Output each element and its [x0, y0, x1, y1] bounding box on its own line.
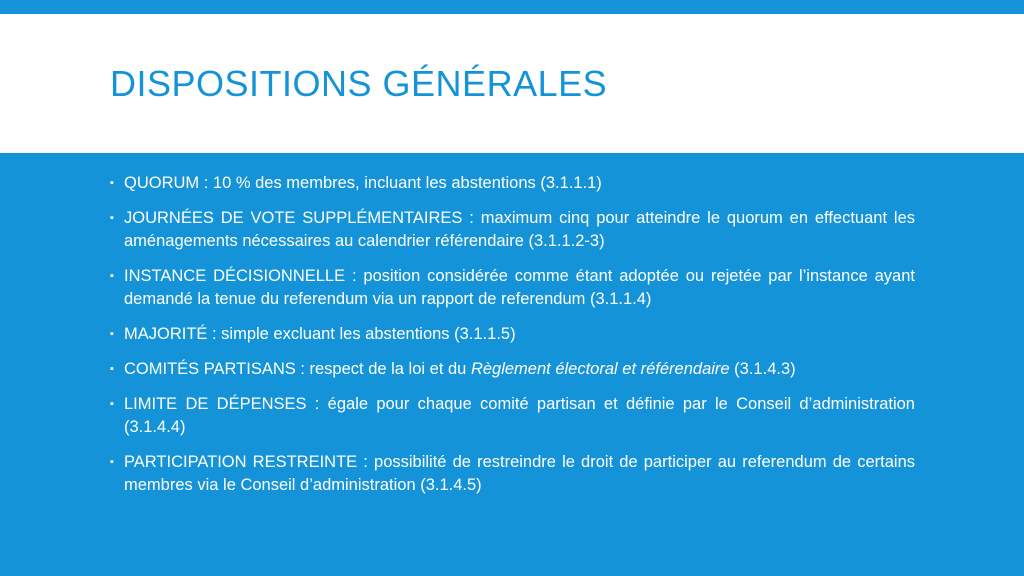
bullet-square-icon: ▪: [110, 456, 114, 468]
bullet-square-icon: ▪: [110, 177, 114, 189]
slide-title: DISPOSITIONS GÉNÉRALES: [110, 63, 608, 104]
bullet-comites-partisans: [110, 358, 915, 381]
bullet-text: JOURNÉES DE VOTE SUPPLÉMENTAIRES : maximum cinq pour atteindre le quorum en effectuant les aménagements nécessaires au calendrier référendaire (3.1.1.2-3): [124, 209, 915, 250]
bullet-participation-restreinte: [110, 451, 915, 497]
bullet-instance-decisionnelle: [110, 265, 915, 311]
bullet-text-italic: Règlement électoral et référendaire: [470, 360, 730, 378]
bullet-journees-de-vote: [110, 207, 915, 253]
bullet-limite-de-depenses: [110, 393, 915, 439]
bullet-quorum: [110, 172, 915, 195]
bullet-text-before: COMITÉS PARTISANS : respect de la loi et du: [124, 360, 471, 378]
bullet-text: MAJORITÉ : simple excluant les abstentions (3.1.1.5): [124, 325, 516, 343]
bullet-square-icon: ▪: [110, 398, 114, 410]
bullet-square-icon: ▪: [110, 328, 114, 340]
bullet-square-icon: ▪: [110, 212, 114, 224]
bullet-square-icon: ▪: [110, 363, 114, 375]
bullet-list: [110, 172, 915, 509]
bullet-text: PARTICIPATION RESTREINTE : possibilité de restreindre le droit de participer au referendum de certains membres via le Conseil d’administration (3.1.4.5): [124, 453, 915, 494]
bullet-text-after: (3.1.4.3): [729, 360, 796, 378]
bullet-majorite: [110, 323, 915, 346]
bullet-square-icon: ▪: [110, 270, 114, 282]
bullet-text: LIMITE DE DÉPENSES : égale pour chaque comité partisan et définie par le Conseil d’administration (3.1.4.4): [124, 395, 915, 436]
bullet-text: QUORUM : 10 % des membres, incluant les abstentions (3.1.1.1): [124, 174, 602, 192]
bullet-text: INSTANCE DÉCISIONNELLE : position considérée comme étant adoptée ou rejetée par l’instance ayant demandé la tenue du referendum via un rapport de referendum (3.1.1.4): [124, 267, 915, 308]
